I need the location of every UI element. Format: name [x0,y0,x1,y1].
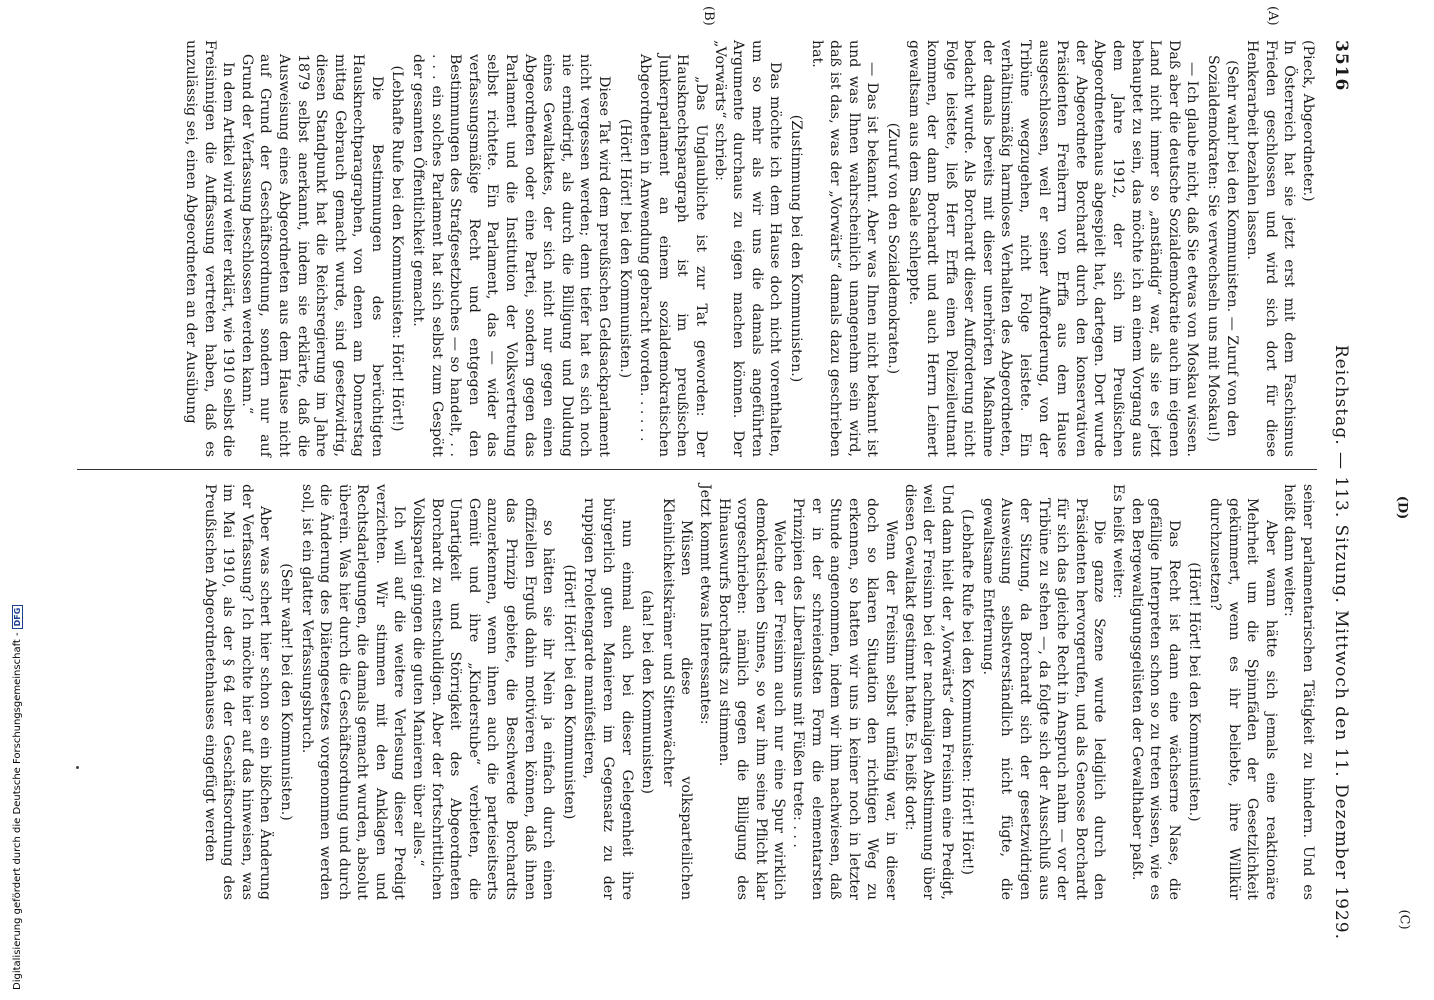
left-column-paragraph: (Zustimmung bei den Kommunisten.) [787,114,804,383]
left-column-paragraph: In Österreich hat sie jetzt erst mit dem Faschismus Frieden geschlossen und wird sich dort für diese Henkerarbeit bezahlen lassen. [1244,40,1298,457]
right-column-paragraph: (Sehr wahr! bei den Kommunisten.) [277,563,294,821]
right-column-paragraph: Das Recht ist dann eine wächserne Nase, die gefällige Interpreten schon so zu treten wissen, wie es den Bergewaltigungsgelüsten der Gewalthaber paßt. [1128,498,1182,900]
left-column [77,6,1317,470]
margin-marker-c: (C) [1396,909,1412,930]
right-column-paragraph: Ich will auf die weitere Verlesung dieser Predigt verzichten. Wir stimmen mit den Anklagen und Rechtsdarlegungen, die damals gemacht wurden, absolut überein. Was hier durch die Geschäftsordnung und durch die Änderung des Diätengesetzes vorgenommen werden soll, ist ein glatter Verfassungsbruch. [298,484,408,900]
running-title: Reichstag. — 113. Sitzung. Mittwoch den 11. Dezember 1929. [1331,344,1351,940]
left-column-paragraph: „Das Unglaubliche ist zur Tat geworden: Der Hausknechtsparagraph ist im preußischen Junkerparlament an einem sozialdemokratischen Abgeordneten in Anwendung gebracht worden. . . . . . [637,54,709,457]
right-column-paragraph: Welche der Freisinn auch nur eine Spur wirklich demokratischen Sinnes, so war ihm seine Pflicht klar vorgeschrieben: nämlich gegen die Billigung des Hinauswurfs Borchardts zu stimmen. [715,498,788,900]
margin-marker-d: (D) [1394,495,1410,520]
right-column-paragraph: Aber wann hätte sich jemals eine reaktionäre Mehrheit um die Spinnfäden der Gesetzlichkeit gekümmert, wenn es ihr beliebte, ihre Willkür durchzusetzen? [1207,498,1279,900]
digitization-note [12,605,23,990]
left-column-paragraph: (Sehr wahr! bei den Kommunisten. — Zuruf von den Sozialdemokraten: Sie verwechseln uns mit Moskau!) [1205,55,1240,442]
right-column-paragraph: Und dann hielt der „Vorwärts“ dem Freisinn eine Predigt, weil der Freisinn bei der nachmaligen Abstimmung über diesen Gewaltakt gestimmt hatte. Es heißt dort: [901,484,955,900]
left-column-body [181,40,1317,457]
right-column [77,470,1317,900]
right-column-paragraph: (Hört! Hört! bei den Kommunisten) [560,564,577,820]
right-column-paragraph: nun einmal auch bei dieser Gelegenheit ihre bürgerlich guten Manieren im Gegensatz zu der ruppigen Proletengarde manifestieren, [581,498,635,900]
right-column-paragraph: Müssen diese volksparteilichen Kleinlichkeitskrämer und Sittenwächter [659,498,695,900]
right-column-paragraph: Die ganze Szene wurde lediglich durch den Präsidenten hervorgerufen, und als Genosse Borchardt für sich das gleiche Recht in Anspruch nahm — vor der Tribüne zu stehen —, da folgte sich der Ausschluß aus der Sitzung, da Borchardt sich der gesetzwidrigen Ausweisung selbstverständlich nicht fügte, die gewaltsame Entfernung. [979,498,1108,900]
right-column-paragraph: so hätten sie ihr Nein ja einfach durch einen offiziellen Erguß dahin motivieren können, daß ihnen das Prinzip gebiete, die Beschwerde Borchardts anzuerkennen, wenn ihnen auch die parteiseitserts Gemüt und ihre „Kinderstube“ verbieten, die Unartigkeit und Störrigkeit des Abgeordneten Borchardt zu entschuldigen. Aber der fortschrittlichen Volkspartei gingen die guten Manieren über alles.“ [410,498,557,900]
left-column-paragraph: — Das ist bekannt. Aber was Ihnen nicht bekannt ist und was Ihnen wahrscheinlich unangenehm sein wird, daß ist das, was der „Vorwärts“ damals dazu geschrieben hat. [808,40,881,457]
text-columns [77,6,1317,940]
dfg-logo: DFG [12,605,23,630]
digitization-note-text: Digitalisierung gefördert durch die Deutsche Forschungsgemeinschaft - [12,632,23,990]
left-column-paragraph: (Lebhafte Rufe bei den Kommunisten: Hört! Hört!) [389,65,406,432]
document-page [59,6,1359,940]
right-column-paragraph: Aber was schert hier schon so ein bißchen Änderung der Verfassung? Ich möchte hier auf das hinweisen, was im Mai 1910, als der § 64 der Geschäftsordnung des Preußischen Abgeordnetenhauses eingefügt werden [201,484,274,900]
right-column-body [200,484,1317,900]
margin-marker-a: (A) [1265,6,1280,26]
right-column-paragraph: Wenn der Freisinn selbst unfähig war, in dieser doch so klaren Situation den richtigen Weg zu erkennen, so hatten wir uns in keiner noch in letzter Stunde angenommen, indem wir ihm nachwiesen, daß er in der schreiendsten Form die elementarsten Prinzipien des Liberalismus mit Füßen trete: . . . [789,498,899,900]
right-column-paragraph: (Lebhafte Rufe bei den Kommunisten: Hört! Hört!) [959,508,976,876]
left-column-paragraph: Diese Tat wird dem preußischen Geldsackparlament nicht vergessen werden; denn tiefer hat es sich noch nie erniedrigt, als durch die Billigung und Duldung eines Gewaltaktes, der sich nicht nur gegen einen Abgeordneten oder eine Partei, sondern gegen das Parlament und die Institution der Volksvertretung selbst richtete. Ein Parlament, das — wider das verfassungsmäßige Recht und entgegen den Bestimmungen des Strafgesetzbuches — so handelt, . . . . . ein solches Parlament hat sich selbst zum Gespött der gesamten Öffentlichkeit gemacht. [410,54,613,457]
right-column-paragraph: Es heißt weiter: [1110,484,1127,599]
right-column-paragraph: Jetzt kommt etwas Interessantes: [697,484,713,725]
left-column-paragraph: Das möchte ich dem Hause doch nicht vorenthalten, um so mehr als wir uns die damals angeführten Argumente durchaus zu eigen machen können. Der „Vorwärts“ schrieb: [711,40,784,457]
left-column-paragraph: (Zuruf von den Sozialdemokraten.) [884,122,901,375]
left-column-paragraph: In dem Artikel wird weiter erklärt, wie 1910 selbst die Freisinnigen die Auffassung vertreten haben, daß es unzulässig sei, einen Abgeordneten an der Ausübung [182,40,237,457]
right-column-paragraph: seiner parlamentarischen Tätigkeit zu hindern. Und es heißt dann weiter: [1281,484,1316,900]
speck [76,766,79,769]
left-column-paragraph: Die Bestimmungen des berüchtigten Hausknechtparagraphen, von denen am Donnerstag mittag Gebrauch gemacht wurde, sind gesetzwidrig, diesen Standpunkt hat die Reichsregierung im Jahre 1879 selbst anerkannt, indem sie erklärte, daß die Ausweisung eines Abgeordneten aus dem Hause nicht auf Grund der Geschäftsordnung, sondern nur auf Grund der Verfassung beschlossen werden kann.“ [238,54,385,457]
left-column-paragraph: (Hört! Hört! bei den Kommunisten.) [616,118,633,379]
page-number: 3516 [1331,40,1351,92]
left-column-paragraph: — Ich glaube nicht, daß Sie etwas von Moskau wissen. Daß aber die deutsche Sozialdemokratie auch im eigenen Land nicht immer so „anständig“ war, als sie es jetzt behauptet zu sein, das möchte ich an einem Vorgang aus dem Jahre 1912, der sich im Preußischen Abgeordnetenhaus abgespielt hat, dartegen. Dort wurde der Abgeordnete Borchardt durch den konservativen Präsidenten Freiherrn von Erffa aus dem Hause ausgeschlossen, weil er seiner Aufforderung, von der Tribüne wegzugehen, nicht Folge leistete. Ein verhältnismäßig harmloses Verhalten des Abgeordneten, der damals bereits mit dieser unerhörten Maßnahme bedacht wurde. Als Borchardt dieser Aufforderung nicht Folge leistete, ließ Herr Erffa einen Polizeileutnant kommen, der dann Borchardt und auch Herrn Leinert gewaltsam aus dem Saale schleppte. [905,40,1201,457]
right-column-paragraph: (aha! bei den Kommunisten) [639,590,656,794]
left-column-paragraph: (Pieck, Abgeordneter.) [1300,40,1316,202]
margin-marker-b: (B) [701,6,716,26]
page-header [1323,40,1359,940]
right-column-paragraph: (Hört! Hört! bei den Kommunisten.) [1186,562,1203,822]
